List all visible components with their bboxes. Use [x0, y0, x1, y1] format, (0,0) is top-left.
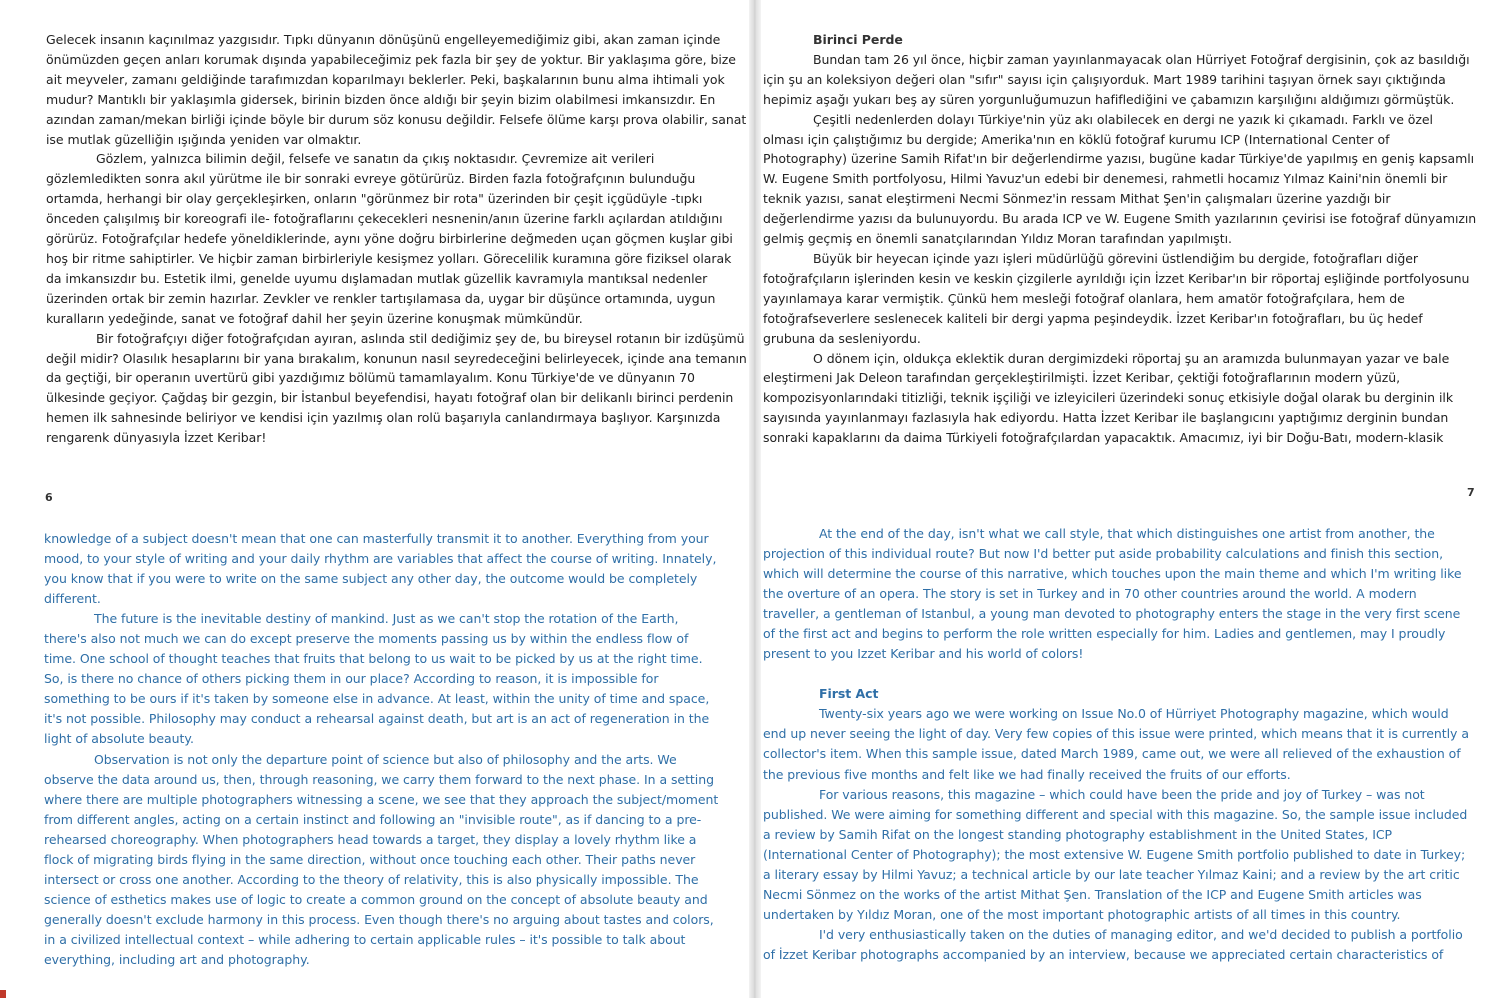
- right-turkish-text: [763, 30, 1477, 448]
- left-en-paragraph-1: knowledge of a subject doesn't mean that one can masterfully transmit it to another. Everything from your mood, to your style of writing and your daily rhythm are variables that affect the course of writing. Innately, you know that if you were to write on the same subject any other day, the outcome would be completely different.: [44, 531, 717, 607]
- right-en-paragraph-intro: At the end of the day, isn't what we call style, that which distinguishes one artist from another, the projection of this individual route? But now I'd better put aside probability calculations and finish this section, which will determine the course of this narrative, which touches upon the main theme and which I'm writing like the overture of an opera. The story is set in Turkey and in 70 other countries around the world. A modern traveller, a gentleman of Istanbul, a young man devoted to photography enters the stage in the very first scene of the first act and begins to perform the role written especially for him. Ladies and gentlemen, may I proudly present to you Izzet Keribar and his world of colors!: [763, 526, 1462, 662]
- left-english-text: [44, 529, 720, 970]
- right-tr-paragraph-1: Bundan tam 26 yıl önce, hiçbir zaman yayınlanmayacak olan Hürriyet Fotoğraf dergisinin, çok az basıldığı için şu an koleksiyon değeri olan "sıfır" sayısı için çalışıyorduk. Mart 1989 tarihini taşıyan örnek sayı çıktığında hepimiz aşağı yukarı beş ay süren yorgunluğumuzun hafiflediğini ve çabamızın karşılığını aldığımızı görmüştük.: [763, 51, 1470, 107]
- right-en-paragraph-1: Twenty-six years ago we were working on Issue No.0 of Hürriyet Photography magazine, which would end up never seeing the light of day. Very few copies of this issue were printed, which means that it is currently a collector's item. When this sample issue, dated March 1989, came out, we were all relieved of the exhaustion of the previous five months and felt like we had finally received the fruits of our efforts.: [763, 706, 1469, 782]
- section-heading-birinci-perde: Birinci Perde: [813, 32, 903, 47]
- page-number-right: 7: [1467, 486, 1475, 499]
- left-en-paragraph-3: Observation is not only the departure point of science but also of philosophy and the arts. We observe the data around us, then, through reasoning, we carry them forward to the next phase. In a setting where there are multiple photographers witnessing a scene, we see that they approach the subject/moment from different angles, acting on a certain instinct and following an "invisible route", as if dancing to a pre-rehearsed choreography. When photographers head towards a target, they display a lovely rhythm like a flock of migrating birds flying in the same direction, without once touching each other. Their paths never intersect or cross one another. According to the theory of relativity, this is also physically impossible. The science of esthetics makes use of logic to create a common ground on the concept of absolute beauty and generally doesn't exclude harmony in this process. Even though there's no arguing about tastes and colors, in a civilized intellectual context – while adhering to certain applicable rules – it's possible to talk about everything, including art and photography.: [44, 751, 719, 967]
- right-english-text: [763, 524, 1475, 965]
- left-turkish-text: [46, 30, 750, 448]
- left-page: [0, 0, 749, 998]
- page-number-left: 6: [45, 491, 53, 504]
- left-tr-paragraph-3: Bir fotoğrafçıyı diğer fotoğrafçıdan ayıran, aslında stil dediğimiz şey de, bu bireysel rotanın bir izdüşümü değil midir? Olasılık hesaplarını bir yana bırakalım, konunun nasıl seyredeceğini belirleyecek, içinde ana temanın da geçtiği, bir operanın uvertürü gibi yazdığımız bölümü tamamlayalım. Konu Türkiye'de ve dünyanın 70 ülkesinde geçiyor. Çağdaş bir gezgin, bir İstanbul beyefendisi, hayatı fotoğraf olan bir delikanlı birinci perdenin hemen ilk sahnesinde beliriyor ve kendisi için yazılmış olan rolü başarıyla canlandırmaya başlıyor. Karşınızda rengarenk dünyasıyla İzzet Keribar!: [46, 330, 747, 446]
- right-tr-paragraph-4: O dönem için, oldukça eklektik duran dergimizdeki röportaj şu an aramızda bulunmayan yazar ve bale eleştirmeni Jak Deleon tarafından gerçekleştirilmişti. İzzet Keribar, çektiği fotoğraflarının modern yüzü, kompozisyonlarındaki titizliği, teknik işçiliği ve izleyicileri üzerindeki sonuç etkisiyle doğal olarak bu derginin ilk sayısında yayınlanmayı fazlasıyla hak ediyordu. Hatta İzzet Keribar ile başlangıcını yaptığımız derginin bundan sonraki kapaklarını da daima Türkiyeli fotoğrafçılardan yapacaktık. Amacımız, iyi bir Doğu-Batı, modern-klasik: [763, 350, 1454, 446]
- right-en-paragraph-3: I'd very enthusiastically taken on the duties of managing editor, and we'd decided to publish a portfolio of İzzet Keribar photographs accompanied by an interview, because we appreciated certain characteristics of: [763, 926, 1463, 962]
- right-page: [761, 0, 1500, 998]
- left-en-paragraph-2: The future is the inevitable destiny of mankind. Just as we can't stop the rotation of the Earth, there's also not much we can do except preserve the moments passing us by within the endless flow of time. One school of thought teaches that fruits that belong to us wait to be picked by us at the right time. So, is there no chance of others picking them in our place? According to reason, it is impossible for something to be ours if it's taken by someone else in advance. At least, within the unity of time and space, it's not possible. Philosophy may conduct a rehearsal against death, but art is an act of regeneration in the light of absolute beauty.: [44, 611, 710, 747]
- section-heading-first-act: First Act: [819, 686, 879, 702]
- left-tr-paragraph-1: Gelecek insanın kaçınılmaz yazgısıdır. Tıpkı dünyanın dönüşünü engelleyemediğimiz gibi, akan zaman içinde önümüzden geçen anları korumak dışında yapabileceğimiz pek fazla bir şey de yoktur. Bir yaklaşıma göre, bize ait meyveler, zamanı geldiğinde tarafımızdan koparılmayı beklerler. Peki, başkalarının bunu alma ihtimali yok mudur? Mantıklı bir yaklaşımla gidersek, birinin bizden önce aldığı bir şeyin bizim olabilmesi imkansızdır. En azından zaman/mekan birliği içinde böyle bir durum söz konusu değildir. Felsefe ölüme karşı prova olabilir, sanat ise mutlak güzelliğin ışığında yeniden var olmaktır.: [46, 32, 747, 147]
- right-en-paragraph-2: For various reasons, this magazine – which could have been the pride and joy of Turkey – was not published. We were aiming for something different and special with this magazine. So, the sample issue included a review by Samih Rifat on the longest standing photography establishment in the United States, ICP (International Center of Photography); the most extensive W. Eugene Smith portfolio published to date in Turkey; a literary essay by Hilmi Yavuz; a technical article by our late teacher Yılmaz Kaini; and a review by the art critic Necmi Sönmez on the works of the artist Mithat Şen. Translation of the ICP and Eugene Smith articles was undertaken by Yıldız Moran, one of the most important photographic artists of all times in this country.: [763, 786, 1468, 922]
- right-tr-paragraph-3: Büyük bir heyecan içinde yazı işleri müdürlüğü görevini üstlendiğim bu dergide, fotoğrafları diğer fotoğrafçıların işlerinden kesin ve keskin çizgilerle ayrıldığı için İzzet Keribar'ın bir röportaj eşliğinde portfolyosunu yayınlamaya karar vermiştik. Çünkü hem mesleği fotoğraf olanlara, hem amatör fotoğrafçılara, hem de fotoğrafseverlere seslenecek kaliteli bir dergi yapma peşindeydik. İzzet Keribar'ın fotoğrafları, bu üç hedef grubuna da sesleniyordu.: [763, 250, 1470, 346]
- right-tr-paragraph-2: Çeşitli nedenlerden dolayı Türkiye'nin yüz akı olabilecek en dergi ne yazık ki çıkamadı. Farklı ve özel olması için çalıştığımız bu dergide; Amerika'nın en köklü fotoğraf kurumu ICP (International Center of Photography) üzerine Samih Rifat'ın bir değerlendirme yazısı, bugüne kadar Türkiye'de yapılmış en geniş kapsamlı W. Eugene Smith portfolyosu, Hilmi Yavuz'un edebi bir denemesi, rahmetli hocamız Yılmaz Kaini'nin önemli bir teknik yazısı, sanat eleştirmeni Necmi Sönmez'in ressam Mithat Şen'in çalışmaları üzerine yazdığı bir değerlendirme yazısı da bulunuyordu. Bu arada ICP ve W. Eugene Smith yazılarının çevirisi ise fotoğraf dünyamızın gelmiş geçmiş en önemli sanatçılarından Yıldız Moran tarafından yapılmıştı.: [763, 111, 1477, 247]
- page-edge-mark: [0, 990, 6, 998]
- left-tr-paragraph-2: Gözlem, yalnızca bilimin değil, felsefe ve sanatın da çıkış noktasıdır. Çevremize ait verileri gözlemledikten sonra akıl yürütme ile bir sonraki evreye götürürüz. Birden fazla fotoğrafçının bulunduğu ortamda, herhangi bir olay gerçekleşirken, onların "görünmez bir rota" üzerinden bir çeşit içgüdüyle -tıpkı önceden çalışılmış bir koreografi ile- fotoğraflarını çekecekleri nesnenin/anın üzerine farklı açılardan atıldığını görürüz. Fotoğrafçılar hedefe yöneldiklerinde, aynı yöne doğru birbirlerine değmeden uçan göçmen kuşlar gibi hoş bir ritme sahiptirler. Ve hiçbir zaman birbirleriyle kesişmez yolları. Görecelilik kuramına göre fiziksel olarak da imkansızdır bu. Estetik ilmi, genelde uyumu dışlamadan mutlak güzellik kavramıyla mantıksal nedenler üzerinden ortak bir zemin hazırlar. Zevkler ve renkler tartışılamasa da, uygar bir düşünce ortamında, uygun kuralların yedeğinde, sanat ve fotoğraf dahil her şeyin üzerine konuşmak mümkündür.: [46, 151, 733, 326]
- section-spacer: [763, 664, 1475, 684]
- page-gutter: [749, 0, 761, 998]
